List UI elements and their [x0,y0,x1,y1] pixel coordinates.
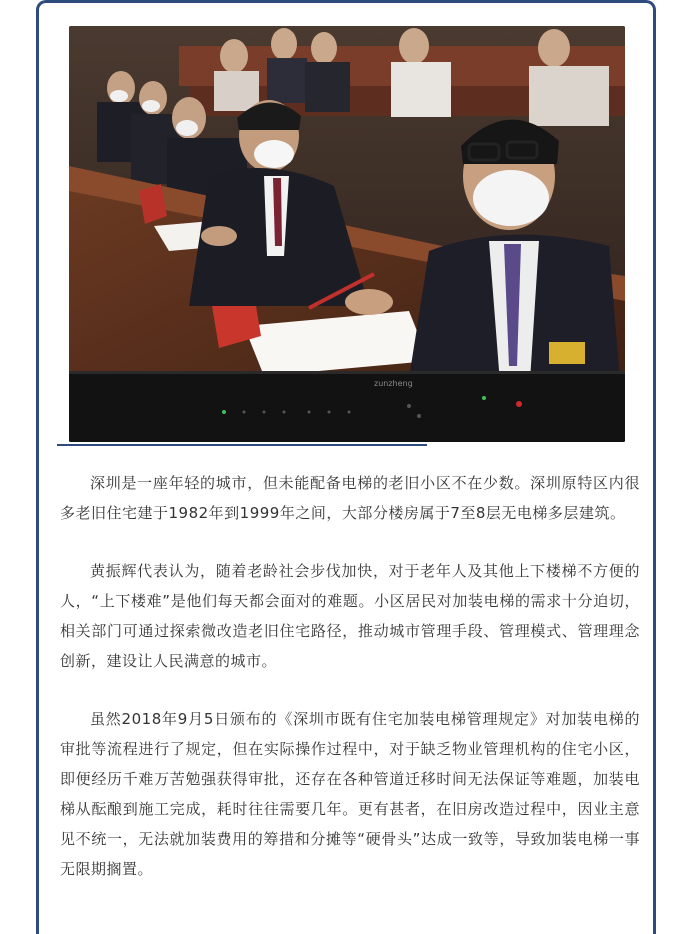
article-body [60,468,640,912]
paragraph: 虽然2018年9月5日颁布的《深圳市既有住宅加装电梯管理规定》对加装电梯的审批等流程进行了规定，但在实际操作过程中，对于缺乏物业管理机构的住宅小区，即便经历千难万苦勉强获得审批，还存在各种管道迁移时间无法保证等难题，加装电梯从酝酿到施工完成，耗时往往需要几年。更有甚者，在旧房改造过程中，因业主意见不统一，无法就加装费用的筹措和分摊等“硬骨头”达成一致等，导致加装电梯一事无限期搁置。 [60,710,640,878]
paragraph: 深圳是一座年轻的城市，但未能配备电梯的老旧小区不在少数。深圳原特区内很多老旧住宅建于1982年到1999年之间，大部分楼房属于7至8层无电梯多层建筑。 [60,474,640,522]
photo-illustration [69,26,625,442]
paragraph: 黄振辉代表认为，随着老龄社会步伐加快，对于老年人及其他上下楼梯不方便的人，“上下楼难”是他们每天都会面对的难题。小区居民对加装电梯的需求十分迫切，相关部门可通过探索微改造老旧住宅路径，推动城市管理手段、管理模式、管理理念创新，建设让人民满意的城市。 [60,562,640,670]
article-photo [69,26,625,442]
accent-line [57,444,427,446]
monitor-brand: zunzheng [374,379,413,388]
